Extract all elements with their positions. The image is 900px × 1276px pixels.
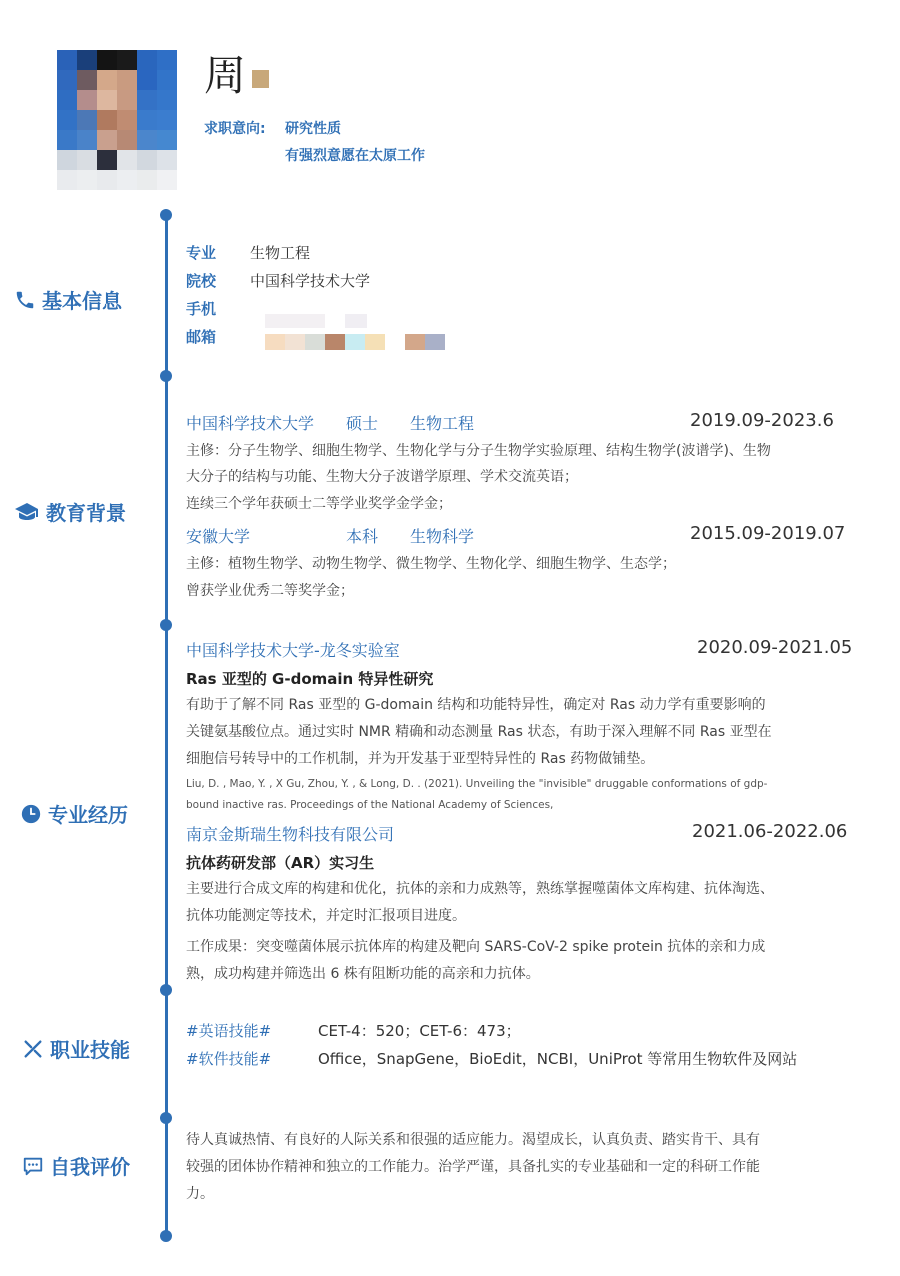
edu-course-line: 主修：分子生物学、细胞生物学、生物化学与分子生物学实验原理、结构生物学(波谱学)、生物	[186, 443, 771, 459]
self-eval-line: 较强的团体协作精神和独立的工作能力。治学严谨，具备扎实的专业基础和一定的科研工作能	[186, 1159, 760, 1175]
edu-major: 生物科学	[410, 527, 475, 546]
chat-icon	[22, 1155, 44, 1177]
job-intent-location: 有强烈意愿在太原工作	[285, 148, 425, 164]
self-eval-line: 待人真诚热情、有良好的人际关系和很强的适应能力。渴望成长，认真负责、踏实肯干、具有	[186, 1132, 760, 1148]
info-label-school: 院校	[186, 272, 217, 290]
edu-major: 生物工程	[410, 414, 475, 433]
section-title: 教育背景	[46, 501, 126, 525]
graduation-cap-icon	[14, 501, 40, 523]
section-title: 专业经历	[48, 803, 128, 827]
job-intent-value: 研究性质	[285, 121, 341, 137]
timeline-dot	[160, 209, 172, 221]
exp-org: 中国科学技术大学-龙冬实验室	[186, 641, 400, 660]
phone-redaction	[265, 314, 325, 328]
job-intent-label: 求职意向:	[204, 121, 266, 137]
timeline-dot	[160, 984, 172, 996]
timeline-dot	[160, 1112, 172, 1124]
info-value-school: 中国科学技术大学	[250, 272, 371, 290]
profile-photo	[57, 50, 177, 190]
exp-desc-line: 关键氨基酸位点。通过实时 NMR 精确和动态测量 Ras 状态，有助于深入理解不同 Ras 亚型在	[186, 724, 772, 740]
info-value-major: 生物工程	[250, 244, 311, 262]
tools-icon	[22, 1038, 44, 1060]
edu-school: 安徽大学	[186, 527, 251, 546]
timeline-line	[165, 212, 168, 1238]
exp-desc-line: 主要进行合成文库的构建和优化，抗体的亲和力成熟等，熟练掌握噬菌体文库构建、抗体淘选、	[186, 881, 774, 897]
clock-icon	[20, 803, 42, 825]
exp-desc-line: 抗体功能测定等技术，并定时汇报项目进度。	[186, 908, 466, 924]
self-eval-line: 力。	[186, 1186, 214, 1202]
exp-reference: bound inactive ras. Proceedings of the National Academy of Sciences,	[186, 799, 554, 811]
edu-date: 2015.09-2019.07	[690, 523, 846, 544]
exp-org: 南京金斯瑞生物科技有限公司	[186, 825, 395, 844]
edu-course-line: 大分子的结构与功能、生物大分子波谱学原理、学术交流英语；	[186, 469, 578, 485]
skill-value-software: Office，SnapGene，BioEdit，NCBI，UniProt 等常用生物软件及网站	[318, 1050, 798, 1068]
section-education	[14, 497, 126, 526]
section-title: 自我评价	[50, 1155, 130, 1179]
timeline-dot	[160, 370, 172, 382]
section-self-eval	[22, 1151, 130, 1180]
info-label-major: 专业	[186, 244, 217, 262]
section-skills	[22, 1034, 130, 1063]
name-redaction	[252, 70, 269, 88]
exp-result-line: 熟，成功构建并筛选出 6 株有阻断功能的高亲和力抗体。	[186, 966, 540, 982]
edu-date: 2019.09-2023.6	[690, 410, 834, 431]
section-experience	[20, 799, 128, 828]
timeline-dot	[160, 1230, 172, 1242]
edu-award-line: 连续三个学年获硕士二等学业奖学金学金；	[186, 496, 452, 512]
edu-degree: 硕士	[346, 414, 379, 433]
phone-redaction	[345, 314, 367, 328]
section-title: 职业技能	[50, 1038, 130, 1062]
section-basic-info	[14, 285, 122, 314]
edu-degree: 本科	[346, 527, 379, 546]
exp-title: Ras 亚型的 G-domain 特异性研究	[186, 670, 434, 688]
skill-value-english: CET-4：520；CET-6：473；	[318, 1022, 521, 1040]
candidate-name: 周	[204, 51, 247, 100]
exp-desc-line: 有助于了解不同 Ras 亚型的 G-domain 结构和功能特异性，确定对 Ras 动力学有重要影响的	[186, 697, 766, 713]
skill-label-english: #英语技能#	[186, 1022, 272, 1040]
edu-school: 中国科学技术大学	[186, 414, 315, 433]
edu-course-line: 主修：植物生物学、动物生物学、微生物学、生物化学、细胞生物学、生态学；	[186, 556, 676, 572]
phone-icon	[14, 289, 36, 311]
exp-date: 2021.06-2022.06	[692, 821, 848, 842]
info-label-email: 邮箱	[186, 328, 217, 346]
info-label-phone: 手机	[186, 300, 217, 318]
skill-label-software: #软件技能#	[186, 1050, 272, 1068]
exp-reference: Liu, D. , Mao, Y. , X Gu, Zhou, Y. , & Long, D. . (2021). Unveiling the "invisible" druggable conformations of gdp-	[186, 778, 768, 790]
timeline-dot	[160, 619, 172, 631]
edu-award-line: 曾获学业优秀二等奖学金；	[186, 583, 354, 599]
email-redaction	[265, 334, 445, 350]
exp-date: 2020.09-2021.05	[697, 637, 853, 658]
exp-title: 抗体药研发部（AR）实习生	[186, 854, 375, 872]
exp-result-line: 工作成果：突变噬菌体展示抗体库的构建及靶向 SARS-CoV-2 spike protein 抗体的亲和力成	[186, 939, 766, 955]
section-title: 基本信息	[42, 289, 122, 313]
exp-desc-line: 细胞信号转导中的工作机制，并为开发基于亚型特异性的 Ras 药物做铺垫。	[186, 751, 655, 767]
